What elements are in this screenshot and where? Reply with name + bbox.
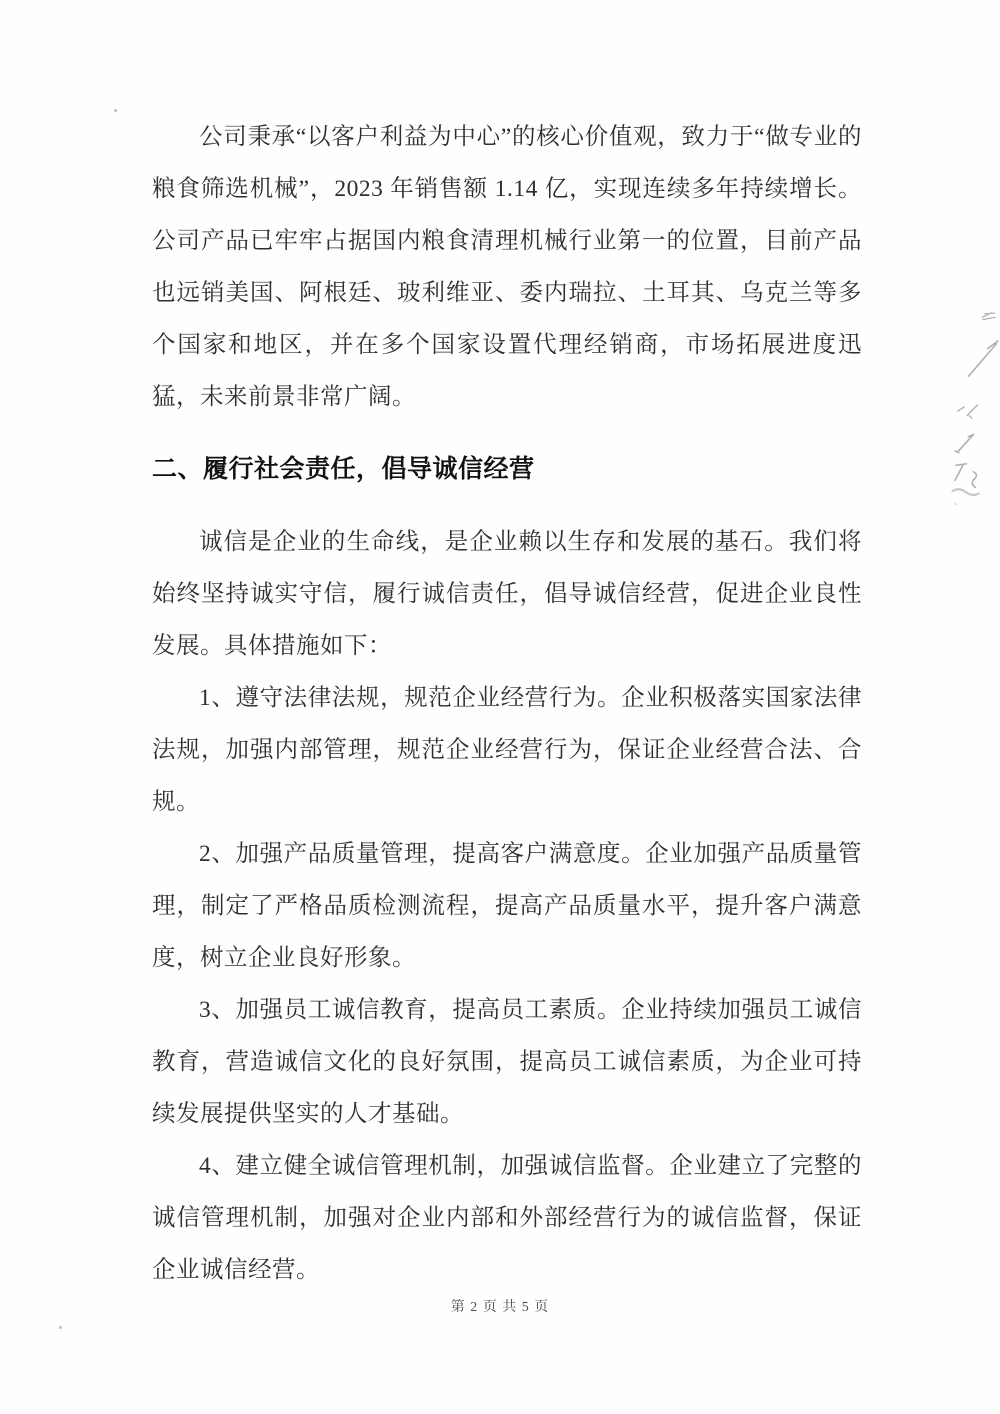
paragraph: 1、遵守法律法规，规范企业经营行为。企业积极落实国家法律法规，加强内部管理，规范企业经营行为，保证企业经营合法、合规。 xyxy=(152,685,862,815)
paragraph: 3、加强员工诚信教育，提高员工素质。企业持续加强员工诚信教育，营造诚信文化的良好氛围，提高员工诚信素质，为企业可持续发展提供坚实的人才基础。 xyxy=(152,997,862,1127)
handwriting-artifact xyxy=(930,292,1000,513)
scan-speck xyxy=(114,109,117,112)
paragraph: 2、加强产品质量管理，提高客户满意度。企业加强产品质量管理，制定了严格品质检测流程，提高产品质量水平，提升客户满意度，树立企业良好形象。 xyxy=(152,841,862,971)
scan-speck xyxy=(59,1326,62,1329)
page-number: 第 2 页 共 5 页 xyxy=(450,1300,550,1315)
section-heading: 二、履行社会责任，倡导诚信经营 xyxy=(152,455,535,483)
document-content xyxy=(152,111,862,1296)
paragraph: 公司秉承“以客户利益为中心”的核心价值观，致力于“做专业的粮食筛选机械”，2023 年销售额 1.14 亿，实现连续多年持续增长。公司产品已牢牢占据国内粮食清理机械行业第一的位置，目前产品也远销美国、阿根廷、玻利维亚、委内瑞拉、土耳其、乌克兰等多个国家和地区，并在多个国家设置代理经销商，市场拓展进度迅猛，未来前景非常广阔。 xyxy=(152,124,862,410)
paragraph: 4、建立健全诚信管理机制，加强诚信监督。企业建立了完整的诚信管理机制，加强对企业内部和外部经营行为的诚信监督，保证企业诚信经营。 xyxy=(152,1153,862,1283)
paragraph: 诚信是企业的生命线，是企业赖以生存和发展的基石。我们将始终坚持诚实守信，履行诚信责任，倡导诚信经营，促进企业良性发展。具体措施如下： xyxy=(152,529,862,659)
page-footer xyxy=(0,1298,1000,1318)
